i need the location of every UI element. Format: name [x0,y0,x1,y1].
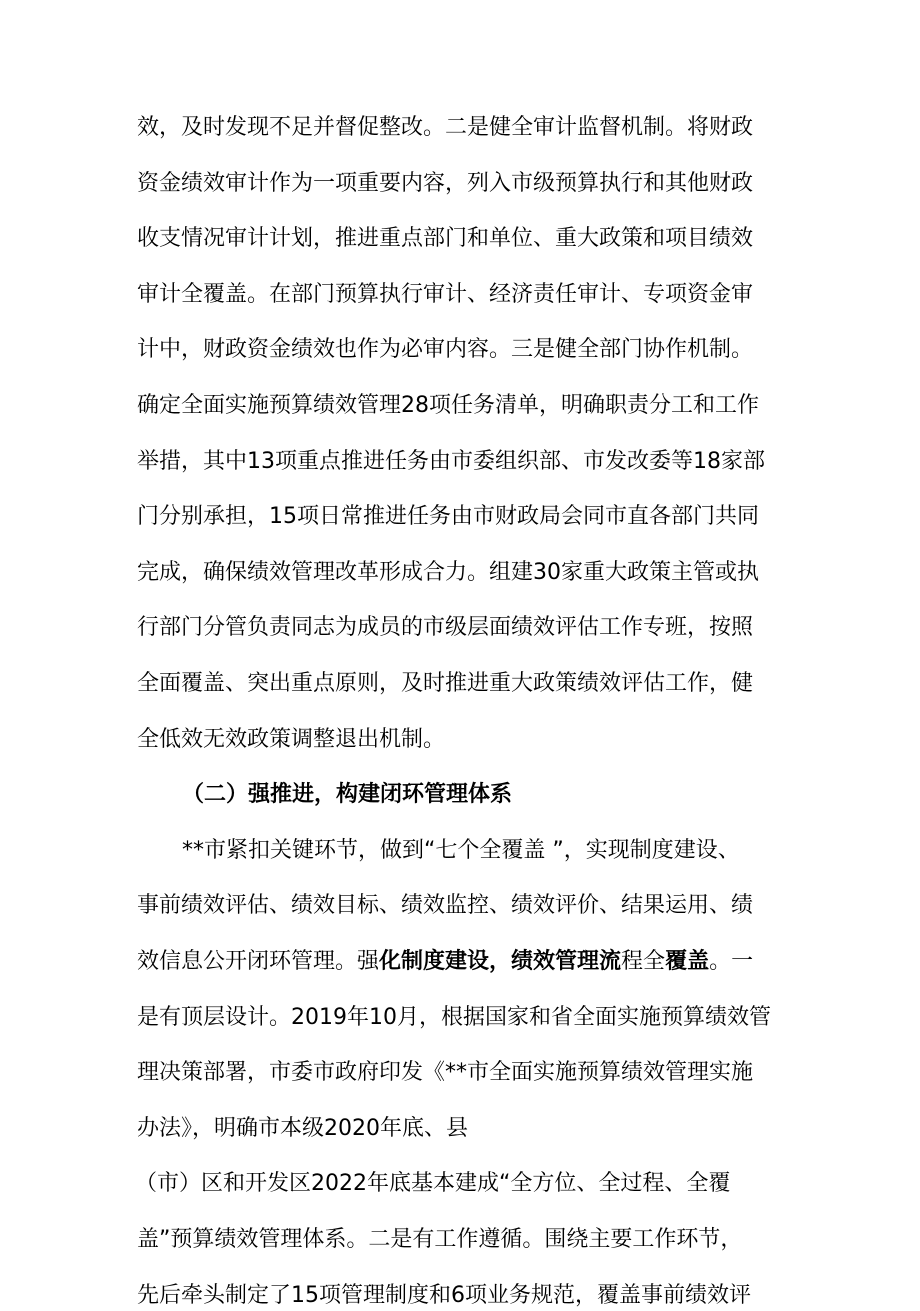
body-line: 确定全面实施预算绩效管理28项任务清单，明确职责分工和工作 [137,393,759,418]
body-line: 门分别承担，15项日常推进任务由市财政局会同市直各部门共同 [137,504,759,530]
body-line: 先后牵头制定了15项管理制度和6项业务规范，覆盖事前绩效评 [137,1282,751,1308]
body-text: 。一 [709,949,754,974]
body-line-mixed [137,947,753,977]
body-line: 全面覆盖、突出重点原则，及时推进重大政策绩效评估工作，健 [137,671,754,696]
bold-text: 覆盖 [665,949,710,974]
body-line: 完成，确保绩效管理改革形成合力。组建30家重大政策主管或执 [137,559,759,585]
body-text: 程全 [621,949,666,974]
body-line: 理决策部署，市委市政府印发《**市全面实施预算绩效管理实施 [137,1060,754,1086]
body-text: 强 [357,949,380,974]
body-line: 审计全覆盖。在部门预算执行审计、经济责任审计、专项资金审 [137,281,754,307]
body-line: **市紧扣关键环节，做到“七个全覆盖 ”，实现制度建设、 [182,837,740,863]
body-line: 收支情况审计计划，推进重点部门和单位、重大政策和项目绩效 [137,226,754,252]
body-line: 举措，其中13项重点推进任务由市委组织部、市发改委等18家部 [137,448,765,474]
body-text: 效信息公开闭环管理。 [137,949,358,974]
body-line: 资金绩效审计作为一项重要内容，列入市级预算执行和其他财政 [137,170,754,196]
body-line: 计中，财政资金绩效也作为必审内容。三是健全部门协作机制。 [137,337,754,363]
body-line: 全低效无效政策调整退出机制。 [137,726,446,752]
body-line: 盖”预算绩效管理体系。二是有工作遵循。围绕主要工作环节， [137,1227,743,1252]
body-line: 事前绩效评估、绩效目标、绩效监控、绩效评价、结果运用、绩 [137,893,754,919]
body-line: 是有顶层设计。2019年10月，根据国家和省全面实施预算绩效管 [137,1004,771,1030]
body-line: 效，及时发现不足并督促整改。二是健全审计监督机制。将财政 [137,115,754,140]
bold-text: 化制度建设，绩效管理流 [379,949,622,974]
body-line: 办法》，明确市本级2020年底、县 [137,1115,468,1141]
body-line: 行部门分管负责同志为成员的市级层面绩效评估工作专班，按照 [137,615,754,641]
section-heading: （二）强推进，构建闭环管理体系 [182,782,513,808]
body-line: （市）区和开发区2022年底基本建成“全方位、全过程、全覆 [135,1171,731,1197]
